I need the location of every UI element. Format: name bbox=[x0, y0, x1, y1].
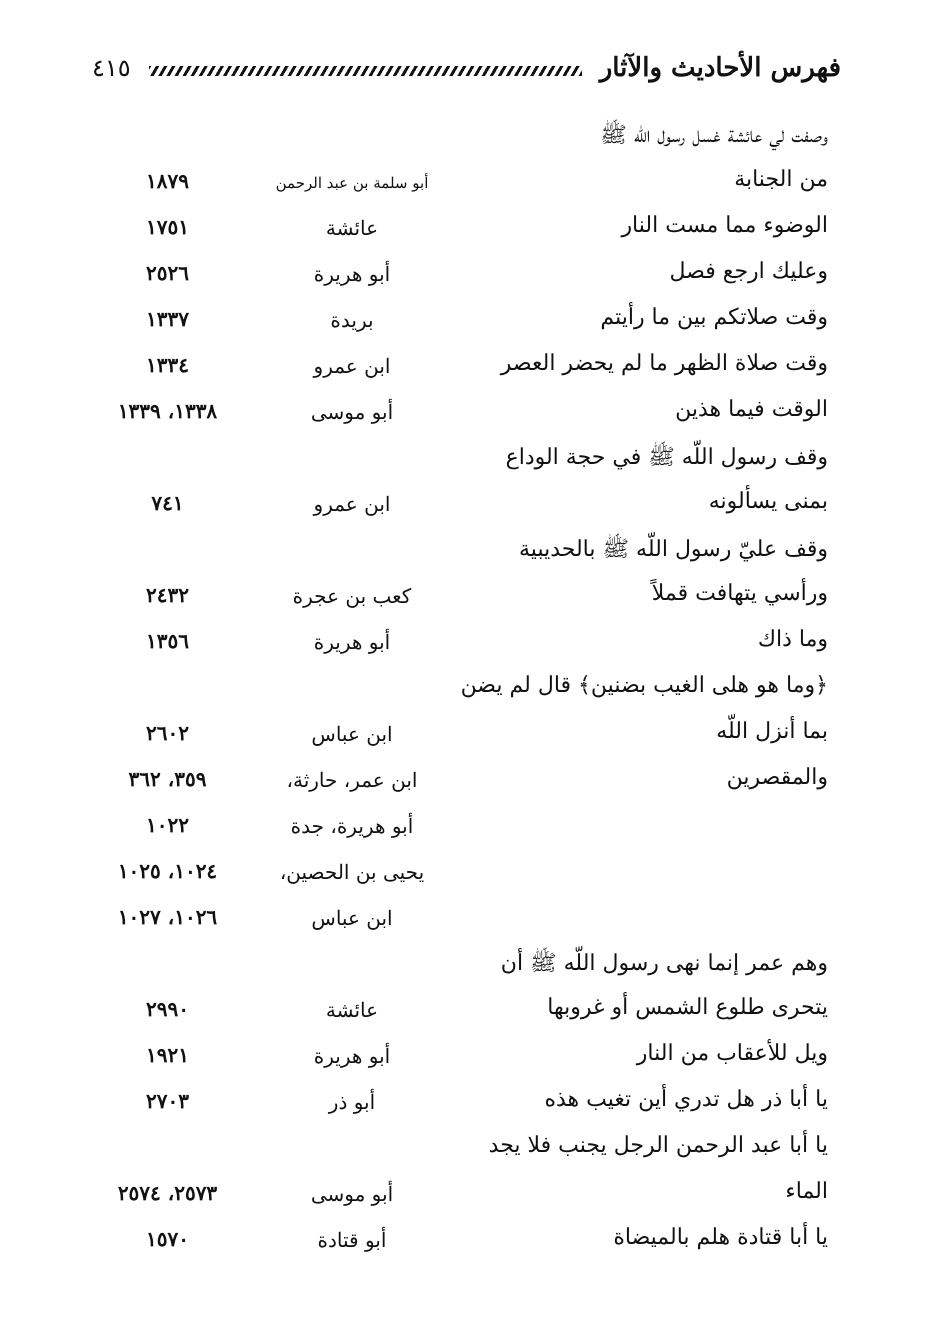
narrator: ابن عمرو bbox=[313, 492, 391, 516]
hadith-text: وقت صلاة الظهر ما لم يحضر العصر bbox=[500, 351, 828, 376]
hadith-text: يا أبا قتادة هلم بالميضاة bbox=[613, 1225, 828, 1250]
hadith-text: بما أنزل اللّه bbox=[716, 719, 828, 744]
hadith-text: الوضوء مما مست النار bbox=[621, 213, 828, 238]
index-entry-row bbox=[0, 1083, 933, 1129]
hadith-reference-numbers: ٣٥٩، ٣٦٢ bbox=[128, 767, 207, 791]
hadith-reference-numbers: ١٣٣٧ bbox=[146, 307, 189, 331]
hadith-text: الوقت فيما هذين bbox=[675, 397, 828, 422]
narrator: بريدة bbox=[330, 308, 374, 332]
hadith-text: الماء bbox=[785, 1179, 828, 1204]
hadith-reference-numbers: ٢٥٢٦ bbox=[146, 261, 189, 285]
narrator: ابن عباس bbox=[311, 906, 393, 930]
index-entry-row bbox=[0, 393, 933, 439]
hadith-text: وعليك ارجع فصل bbox=[669, 259, 828, 284]
index-entry-row bbox=[0, 209, 933, 255]
hadith-reference-numbers: ١٣٣٤ bbox=[146, 353, 189, 377]
narrator: أبو موسى bbox=[310, 400, 394, 424]
hadith-text: وصفت لي عائشة غسل رسول اللّه ﷺ bbox=[600, 123, 828, 148]
index-entry-row bbox=[0, 117, 933, 163]
index-entry-row bbox=[0, 531, 933, 577]
narrator: أبو هريرة bbox=[313, 1044, 391, 1068]
index-entry-row bbox=[0, 255, 933, 301]
hadith-reference-numbers: ١٣٥٦ bbox=[146, 629, 189, 653]
hadith-reference-numbers: ١٠٢٦، ١٠٢٧ bbox=[117, 905, 218, 929]
index-entry-row bbox=[0, 807, 933, 853]
narrator: أبو هريرة bbox=[313, 262, 391, 286]
hadith-text: وقف عليّ رسول اللّه ﷺ بالحديبية bbox=[519, 537, 828, 562]
index-entry-row bbox=[0, 1129, 933, 1175]
hadith-index-list bbox=[0, 117, 933, 1267]
hadith-reference-numbers: ١٥٧٠ bbox=[146, 1227, 189, 1251]
hadith-reference-numbers: ١٧٥١ bbox=[146, 215, 189, 239]
index-entry-row bbox=[0, 485, 933, 531]
hadith-text: يا أبا ذر هل تدري أين تغيب هذه bbox=[544, 1087, 828, 1112]
narrator: عائشة bbox=[325, 216, 379, 240]
header-decorative-rule bbox=[149, 66, 582, 76]
hadith-text: وقف رسول اللّه ﷺ في حجة الوداع bbox=[505, 445, 828, 470]
index-entry-row bbox=[0, 669, 933, 715]
index-entry-row bbox=[0, 1175, 933, 1221]
hadith-reference-numbers: ٢٤٣٢ bbox=[146, 583, 189, 607]
narrator: أبو هريرة bbox=[313, 630, 391, 654]
narrator: أبو سلمة بن عبد الرحمن bbox=[275, 174, 429, 192]
hadith-reference-numbers: ٢٥٧٣، ٢٥٧٤ bbox=[117, 1181, 218, 1205]
hadith-text: يا أبا عبد الرحمن الرجل يجنب فلا يجد bbox=[488, 1133, 828, 1158]
hadith-text: بمنى يسألونه bbox=[708, 489, 828, 514]
narrator: أبو ذر bbox=[328, 1090, 376, 1114]
index-entry-row bbox=[0, 991, 933, 1037]
hadith-text: ﴿وما هو هلى الغيب بضنين﴾ قال لم يضن bbox=[460, 673, 828, 698]
hadith-text: والمقصرين bbox=[726, 765, 828, 790]
narrator: يحيى بن الحصين، bbox=[279, 860, 425, 884]
narrator: كعب بن عجرة bbox=[292, 584, 412, 608]
hadith-reference-numbers: ١٠٢٤، ١٠٢٥ bbox=[117, 859, 218, 883]
index-entry-row bbox=[0, 1037, 933, 1083]
hadith-reference-numbers: ٢٩٩٠ bbox=[146, 997, 189, 1021]
index-entry-row bbox=[0, 301, 933, 347]
index-entry-row bbox=[0, 853, 933, 899]
index-entry-row bbox=[0, 761, 933, 807]
running-header bbox=[92, 48, 841, 88]
header-title: فهرس الأحاديث والآثار bbox=[599, 53, 841, 83]
narrator: ابن عباس bbox=[311, 722, 393, 746]
hadith-text: يتحرى طلوع الشمس أو غروبها bbox=[547, 995, 828, 1020]
narrator: ابن عمر، حارثة، bbox=[286, 768, 418, 792]
hadith-text: من الجنابة bbox=[734, 167, 828, 192]
hadith-text: ويل للأعقاب من النار bbox=[636, 1041, 828, 1066]
hadith-text: وقت صلاتكم بين ما رأيتم bbox=[600, 305, 828, 330]
hadith-reference-numbers: ١٠٢٢ bbox=[146, 813, 189, 837]
hadith-text: وما ذاك bbox=[757, 627, 828, 652]
index-entry-row bbox=[0, 715, 933, 761]
hadith-text: ورأسي يتهافت قملاً bbox=[651, 581, 828, 606]
hadith-reference-numbers: ١٩٢١ bbox=[146, 1043, 189, 1067]
hadith-reference-numbers: ١٣٣٨، ١٣٣٩ bbox=[117, 399, 218, 423]
index-entry-row bbox=[0, 439, 933, 485]
page-number: ٤١٥ bbox=[92, 54, 131, 82]
hadith-reference-numbers: ٢٦٠٢ bbox=[146, 721, 189, 745]
hadith-reference-numbers: ٧٤١ bbox=[151, 491, 184, 515]
narrator: عائشة bbox=[325, 998, 379, 1022]
narrator: ابن عمرو bbox=[313, 354, 391, 378]
index-entry-row bbox=[0, 163, 933, 209]
index-entry-row bbox=[0, 347, 933, 393]
narrator: أبو قتادة bbox=[317, 1228, 387, 1252]
index-entry-row bbox=[0, 577, 933, 623]
narrator: أبو هريرة، جدة bbox=[290, 814, 414, 838]
index-entry-row bbox=[0, 1221, 933, 1267]
hadith-reference-numbers: ٢٧٠٣ bbox=[146, 1089, 189, 1113]
hadith-reference-numbers: ١٨٧٩ bbox=[146, 169, 189, 193]
index-entry-row bbox=[0, 623, 933, 669]
index-entry-row bbox=[0, 899, 933, 945]
index-entry-row bbox=[0, 945, 933, 991]
narrator: أبو موسى bbox=[310, 1182, 394, 1206]
hadith-text: وهم عمر إنما نهى رسول اللّه ﷺ أن bbox=[500, 951, 828, 976]
